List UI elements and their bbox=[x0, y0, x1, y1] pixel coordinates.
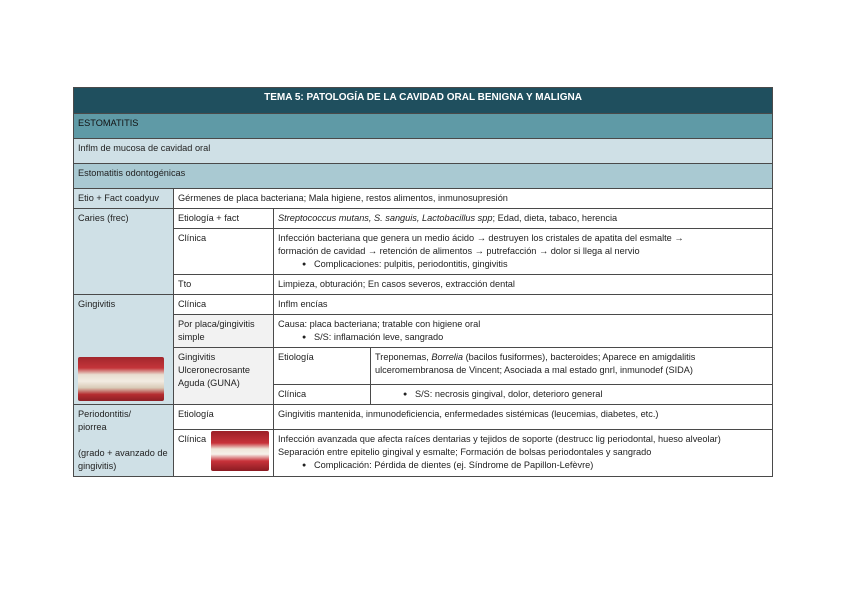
caries-clinica-list bbox=[278, 258, 768, 271]
section-row bbox=[74, 114, 773, 139]
caries-etiologia-italic: Streptococcus mutans, S. sanguis, Lactobacillus spp bbox=[278, 213, 493, 223]
caries-tto-row bbox=[74, 275, 773, 295]
perio-clinica-bullet: ● Complicación: Pérdida de dientes (ej. Síndrome de Papillon-Lefèvre) bbox=[314, 459, 768, 472]
guna-etio-pre: Treponemas, bbox=[375, 352, 432, 362]
gingivitis-simple-value bbox=[274, 315, 773, 348]
guna-clinica-bullet: ● S/S: necrosis gingival, dolor, deterioro general bbox=[415, 388, 768, 401]
guna-etio-post: (bacilos fusiformes), bacteroides; Aparece en amigdalitis ulceromembranosa de Vincent; Asociada a mal estado gnrl, inmunodef (SIDA) bbox=[375, 352, 696, 375]
guna-label: Gingivitis Ulceronecrosante Aguda (GUNA) bbox=[174, 348, 274, 405]
perio-clinica-line2: Separación entre epitelio gingival y esmalte; Formación de bolsas periodontales y sangrado bbox=[278, 447, 652, 457]
guna-clinica-label: Clínica bbox=[274, 385, 371, 405]
perio-clinica-list bbox=[278, 459, 768, 472]
perio-label-cell bbox=[74, 405, 174, 477]
perio-label-line3: (grado + avanzado de gingivitis) bbox=[78, 448, 168, 471]
caries-clinica-bullet: ● Complicaciones: pulpitis, periodontitis, gingivitis bbox=[314, 258, 768, 271]
perio-clinica-row bbox=[74, 430, 773, 477]
gingivitis-simple-bullet: ● S/S: inflamación leve, sangrado bbox=[314, 331, 768, 344]
caries-clinica-label: Clínica bbox=[174, 229, 274, 275]
perio-etio-value: Gingivitis mantenida, inmunodeficiencia, enfermedades sistémicas (leucemias, diabetes, etc.) bbox=[274, 405, 773, 430]
gingivitis-photo bbox=[78, 357, 164, 401]
etio-label: Etio + Fact coadyuv bbox=[74, 189, 174, 209]
guna-etio-value bbox=[371, 348, 773, 385]
caries-tto-label: Tto bbox=[174, 275, 274, 295]
caries-clinica-line2: formación de cavidad → retención de alimentos → putrefacción → dolor si llega al nervio bbox=[278, 246, 640, 256]
caries-clinica-value bbox=[274, 229, 773, 275]
page-title: TEMA 5: PATOLOGÍA DE LA CAVIDAD ORAL BENIGNA Y MALIGNA bbox=[74, 88, 773, 114]
perio-etio-label: Etiología bbox=[174, 405, 274, 430]
definition-row bbox=[74, 139, 773, 164]
caries-clinica-row bbox=[74, 229, 773, 275]
caries-etiologia-row bbox=[74, 209, 773, 229]
periodontitis-photo bbox=[211, 431, 269, 471]
guna-clinica-value bbox=[371, 385, 773, 405]
etio-value: Gérmenes de placa bacteriana; Mala higiene, restos alimentos, inmunosupresión bbox=[174, 189, 773, 209]
guna-clinica-list bbox=[375, 388, 768, 401]
gingivitis-clinica-row bbox=[74, 295, 773, 315]
gingivitis-simple-label: Por placa/gingivitis simple bbox=[174, 315, 274, 348]
caries-etiologia-value bbox=[274, 209, 773, 229]
pathology-table bbox=[73, 87, 773, 477]
guna-etio-label: Etiología bbox=[274, 348, 371, 385]
subsection-row bbox=[74, 164, 773, 189]
perio-etio-row bbox=[74, 405, 773, 430]
gingivitis-simple-list bbox=[278, 331, 768, 344]
gingivitis-label: Gingivitis bbox=[78, 299, 116, 309]
title-row bbox=[74, 88, 773, 114]
caries-label: Caries (frec) bbox=[74, 209, 174, 295]
gingivitis-label-cell bbox=[74, 295, 174, 405]
section-heading: ESTOMATITIS bbox=[74, 114, 773, 139]
caries-tto-value: Limpieza, obturación; En casos severos, extracción dental bbox=[274, 275, 773, 295]
caries-etiologia-rest: ; Edad, dieta, tabaco, herencia bbox=[492, 213, 618, 223]
guna-etio-row bbox=[74, 348, 773, 385]
subsection-heading: Estomatitis odontogénicas bbox=[74, 164, 773, 189]
gingivitis-simple-row bbox=[74, 315, 773, 348]
gingivitis-clinica-label: Clínica bbox=[174, 295, 274, 315]
gingivitis-simple-text: Causa: placa bacteriana; tratable con higiene oral bbox=[278, 319, 481, 329]
caries-etiologia-label: Etiología + fact bbox=[174, 209, 274, 229]
guna-etio-italic: Borrelia bbox=[431, 352, 464, 362]
gingivitis-clinica-value: Inflm encías bbox=[274, 295, 773, 315]
perio-label-line2: piorrea bbox=[78, 422, 107, 432]
perio-label-line1: Periodontitis/ bbox=[78, 409, 132, 419]
perio-clinica-label-cell bbox=[174, 430, 274, 477]
perio-clinica-label: Clínica bbox=[178, 434, 207, 444]
etio-row bbox=[74, 189, 773, 209]
caries-clinica-line1: Infección bacteriana que genera un medio ácido → destruyen los cristales de apatita del esmalte → bbox=[278, 233, 684, 243]
definition-text: Inflm de mucosa de cavidad oral bbox=[74, 139, 773, 164]
perio-clinica-value bbox=[274, 430, 773, 477]
perio-clinica-line1: Infección avanzada que afecta raíces dentarias y tejidos de soporte (destrucc lig periodontal, hueso alveolar) bbox=[278, 434, 721, 444]
